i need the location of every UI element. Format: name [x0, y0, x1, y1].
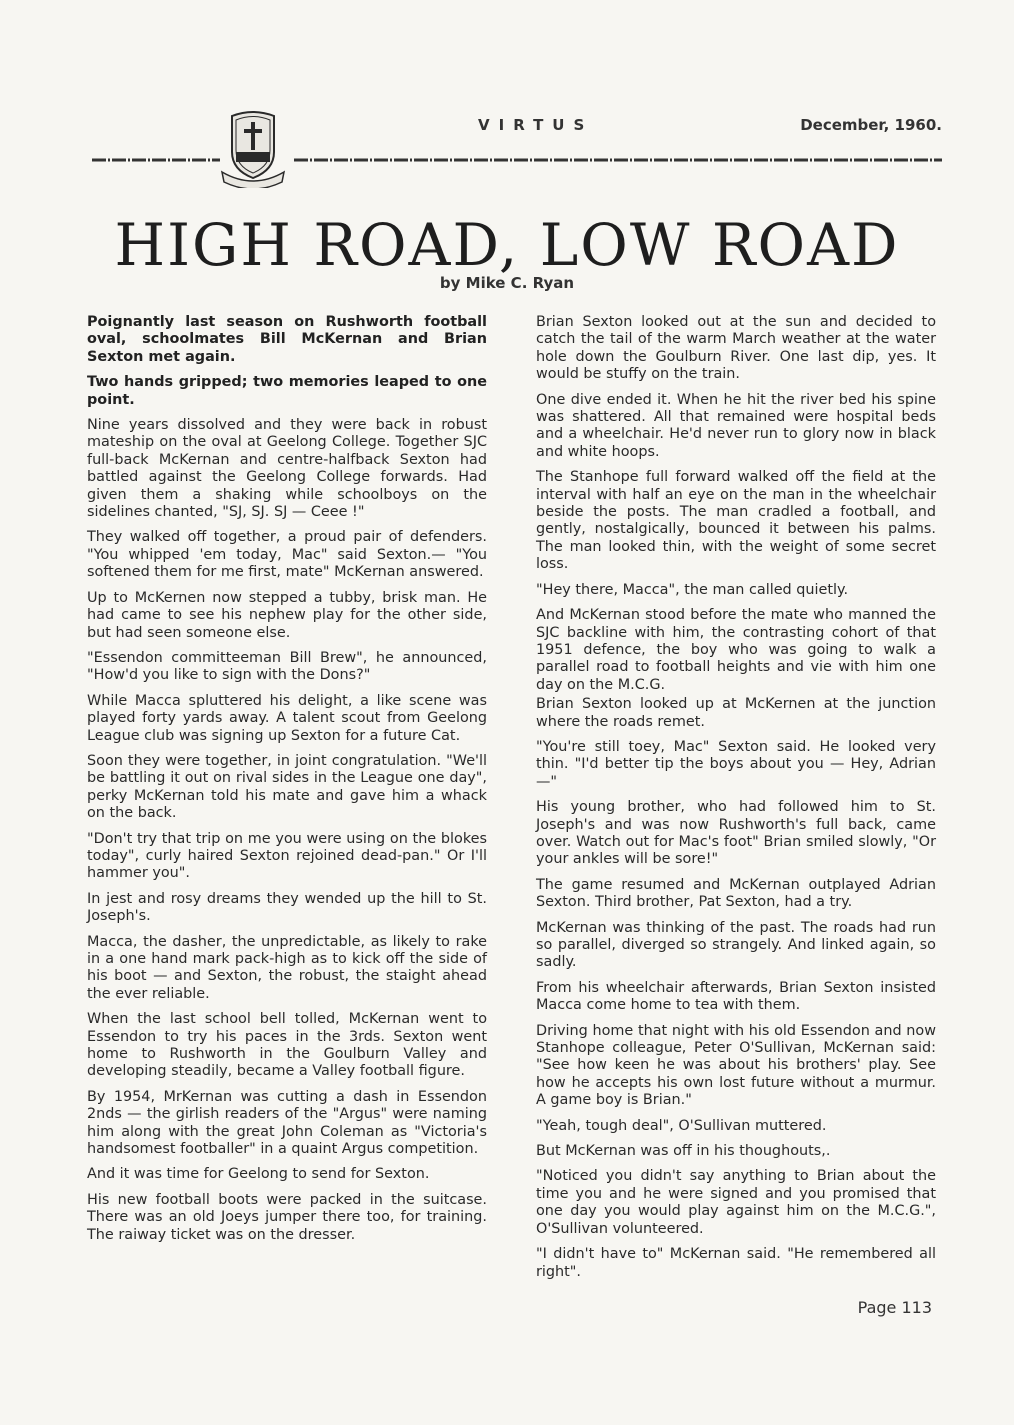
paragraph: Driving home that night with his old Essendon and now Stanhope colleague, Peter O'Sullivan, McKernan said: "See how keen he was about his brothers' play. See how he accepts his own lost future without a murmur. A game boy is Brian." [536, 1022, 936, 1109]
paragraph: And it was time for Geelong to send for Sexton. [87, 1166, 430, 1183]
paragraph: McKernan was thinking of the past. The roads had run so parallel, diverged so strangely. And linked again, so sadly. [536, 919, 936, 971]
paragraph: When the last school bell tolled, McKernan went to Essendon to try his paces in the 3rds. Sexton went home to Rushworth in the Goulburn Valley and developing steadily, became a Valley football figure. [87, 1011, 487, 1080]
paragraph: And McKernan stood before the mate who manned the SJC backline with him, the contrasting cohort of that 1951 defence, the boy who was going to walk a parallel road to football heights and vie with him one day on the M.C.G. [536, 607, 936, 693]
paragraph: While Macca spluttered his delight, a like scene was played forty yards away. A talent scout from Geelong League club was signing up Sexton for a future Cat. [87, 692, 487, 744]
paragraph: The Stanhope full forward walked off the field at the interval with half an eye on the man in the wheelchair beside the posts. The man cradled a football, and gently, nostalgically, bounced it between his palms. The man looked thin, with the weight of some secret loss. [536, 469, 936, 573]
header-rule-left [92, 158, 220, 162]
paragraph: "Essendon committeeman Bill Brew", he announced, "How'd you like to sign with the Dons?" [87, 649, 487, 684]
paragraph: Two hands gripped; two memories leaped to one point. [87, 374, 487, 408]
page-number: Page 113 [857, 1298, 932, 1317]
paragraph: But McKernan was off in his thoughouts,. [536, 1143, 831, 1160]
paragraph: Macca, the dasher, the unpredictable, as likely to rake in a one hand mark pack-high as to kick off the side of his boot — and Sexton, the robust, the staight ahead the ever reliable. [87, 933, 487, 1002]
paragraph: By 1954, MrKernan was cutting a dash in Essendon 2nds — the girlish readers of the "Argus" were naming him along with the great John Coleman as "Victoria's handsomest footballer" in a quaint Argus competition. [87, 1088, 487, 1158]
paragraph: "Yeah, tough deal", O'Sullivan muttered. [536, 1117, 827, 1134]
paragraph: The game resumed and McKernan outplayed Adrian Sexton. Third brother, Pat Sexton, had a try. [536, 876, 936, 911]
paragraph: "Don't try that trip on me you were using on the blokes today", curly haired Sexton rejoined dead-pan." Or I'll hammer you". [87, 830, 487, 882]
paragraph: "Noticed you didn't say anything to Brian about the time you and he were signed and you promised that one day you would play against him on the M.C.G.", O'Sullivan volunteered. [536, 1168, 936, 1237]
right-column [536, 314, 936, 1289]
paragraph: "Hey there, Macca", the man called quietly. [536, 581, 849, 598]
paragraph: Nine years dissolved and they were back in robust mateship on the oval at Geelong College. Together SJC full-back McKernan and centre-halfback Sexton had battled against the Geelong College forwards. Had given them a shaking while schoolboys on the sidelines chanted, "SJ, SJ. SJ — Ceee !" [87, 417, 487, 521]
paragraph: "I didn't have to" McKernan said. "He remembered all right". [536, 1246, 936, 1280]
paragraph: Brian Sexton looked up at McKernen at the junction where the roads remet. [536, 696, 936, 730]
header-rule-right [294, 158, 942, 162]
article-title: HIGH ROAD, LOW ROAD [114, 211, 900, 279]
paragraph: They walked off together, a proud pair of defenders. "You whipped 'em today, Mac" said Sexton.— "You softened them for me first, mate" McKernan answered. [87, 529, 487, 581]
issue-date: December, 1960. [800, 116, 942, 134]
article-byline: by Mike C. Ryan [439, 274, 575, 292]
paragraph: "You're still toey, Mac" Sexton said. He looked very thin. "I'd better tip the boys about you — Hey, Adrian —" [536, 738, 936, 790]
paragraph: Poignantly last season on Rushworth football oval, schoolmates Bill McKernan and Brian Sexton met again. [87, 314, 487, 365]
paragraph: His new football boots were packed in the suitcase. There was an old Joeys jumper there too, for training. The raiway ticket was on the dresser. [87, 1191, 487, 1243]
paragraph: From his wheelchair afterwards, Brian Sexton insisted Macca come home to tea with them. [536, 979, 936, 1014]
paragraph: Soon they were together, in joint congratulation. "We'll be battling it out on rival sides in the League one day", perky McKernan told his mate and gave him a whack on the back. [87, 752, 487, 822]
paragraph: Brian Sexton looked out at the sun and decided to catch the tail of the warm March weather at the water hole down the Goulburn River. One last dip, yes. It would be stuffy on the train. [536, 314, 936, 383]
paragraph: In jest and rosy dreams they wended up the hill to St. Joseph's. [87, 890, 487, 925]
paragraph: His young brother, who had followed him to St. Joseph's and was now Rushworth's full back, came over. Watch out for Mac's foot" Brian smiled slowly, "Or your ankles will be sore!" [536, 799, 936, 868]
paragraph: One dive ended it. When he hit the river bed his spine was shattered. All that remained were hospital beds and a wheelchair. He'd never run to glory now in black and white hoops. [536, 391, 936, 460]
school-crest-icon [220, 108, 286, 188]
magazine-name: VIRTUS [478, 116, 594, 134]
left-column [87, 314, 487, 1252]
paragraph: Up to McKernen now stepped a tubby, brisk man. He had came to see his nephew play for the other side, but had seen someone else. [87, 589, 487, 641]
